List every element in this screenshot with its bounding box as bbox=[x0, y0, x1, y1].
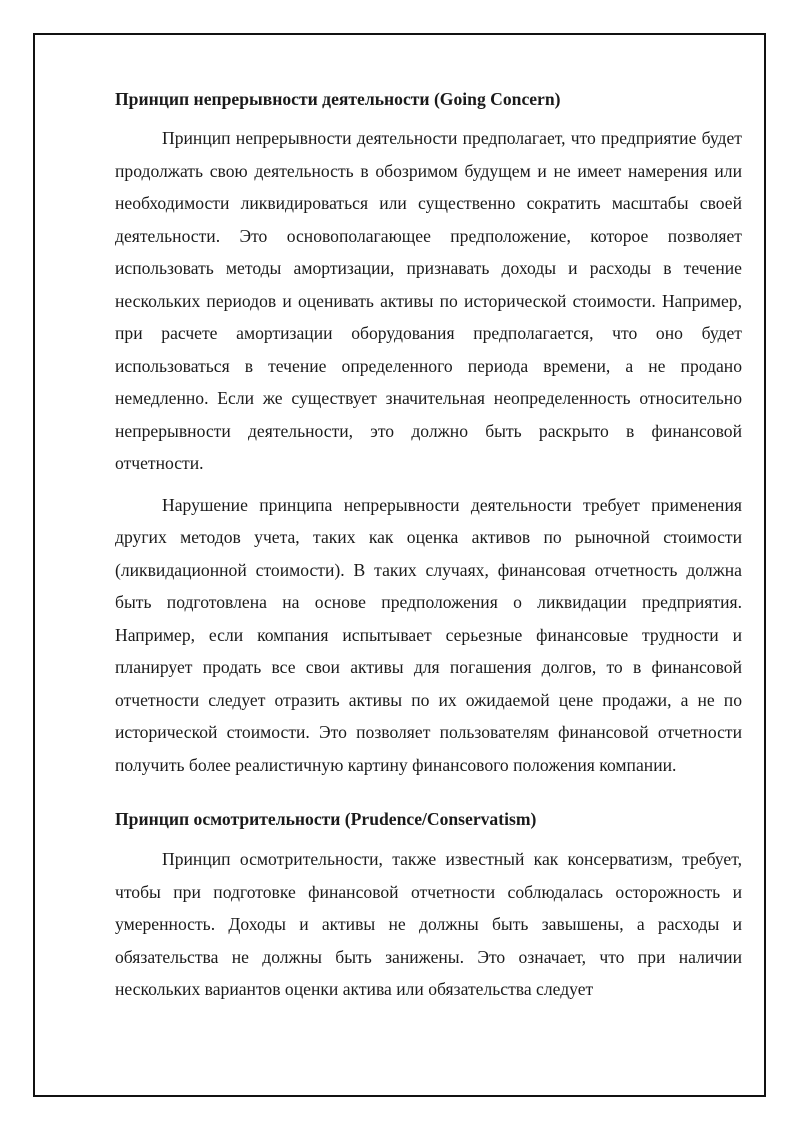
paragraph-going-concern-1: Принцип непрерывности деятельности предполагает, что предприятие будет продолжать свою деятельность в обозримом будущем и не имеет намерения или необходимости ликвидироваться или существенно сократить масштабы своей деятельности. Это основополагающее предположение, которое позволяет использовать методы амортизации, признавать доходы и расходы в течение нескольких периодов и оценивать активы по исторической стоимости. Например, при расчете амортизации оборудования предполагается, что оно будет использоваться в течение определенного периода времени, а не продано немедленно. Если же существует значительная неопределенность относительно непрерывности деятельности, это должно быть раскрыто в финансовой отчетности. bbox=[115, 128, 742, 473]
document-body bbox=[115, 84, 742, 1006]
section-heading-prudence: Принцип осмотрительности (Prudence/Conservatism) bbox=[115, 809, 537, 829]
paragraph-prudence-1: Принцип осмотрительности, также известный как консерватизм, требует, чтобы при подготовке финансовой отчетности соблюдалась осторожность и умеренность. Доходы и активы не должны быть завышены, а расходы и обязательства не должны быть занижены. Это означает, что при наличии нескольких вариантов оценки актива или обязательства следует bbox=[115, 849, 742, 999]
section-heading-going-concern: Принцип непрерывности деятельности (Going Concern) bbox=[115, 89, 561, 109]
paragraph-going-concern-2: Нарушение принципа непрерывности деятельности требует применения других методов учета, таких как оценка активов по рыночной стоимости (ликвидационной стоимости). В таких случаях, финансовая отчетность должна быть подготовлена на основе предположения о ликвидации предприятия. Например, если компания испытывает серьезные финансовые трудности и планирует продать все свои активы для погашения долгов, то в финансовой отчетности следует отразить активы по их ожидаемой цене продажи, а не по исторической стоимости. Это позволяет пользователям финансовой отчетности получить более реалистичную картину финансового положения компании. bbox=[115, 494, 742, 775]
